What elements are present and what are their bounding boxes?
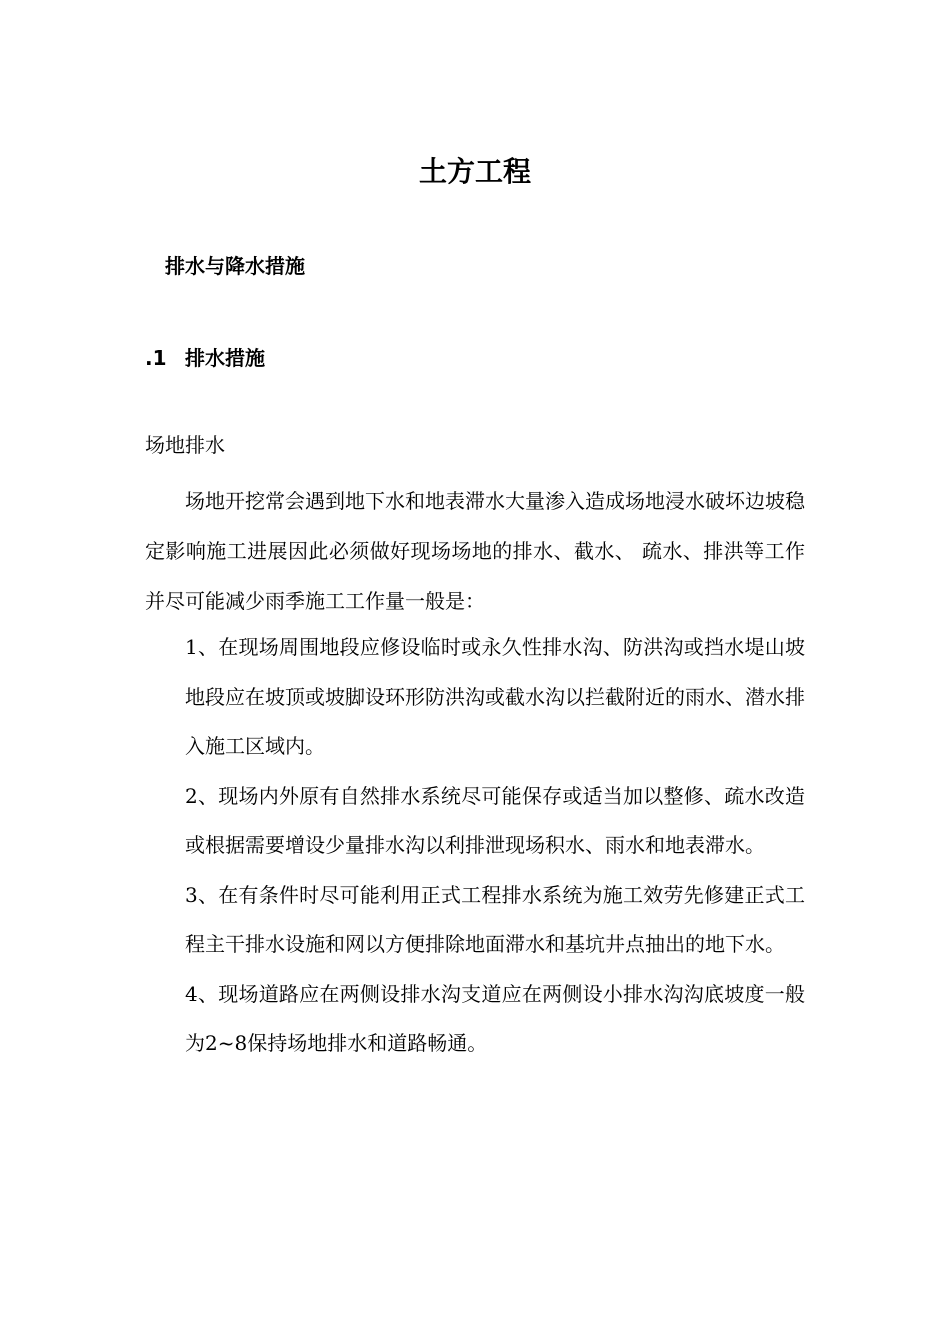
subsection-number: .1 (145, 346, 167, 370)
document-title: 土方工程 (418, 155, 531, 188)
list-item: 4、现场道路应在两侧设排水沟支道应在两侧设小排水沟沟底坡度一般为2~8保持场地排水和道路畅通。 (185, 981, 805, 1055)
subsection-heading (145, 342, 265, 374)
measure-list (185, 623, 805, 1069)
list-item: 2、现场内外原有自然排水系统尽可能保存或适当加以整修、疏水改造或根据需要增设少量排水沟以利排泄现场积水、雨水和地表滞水。 (185, 783, 805, 857)
intro-paragraph: 场地开挖常会遇到地下水和地表滞水大量渗入造成场地浸水破坏边坡稳定影响施工进展因此必须做好现场场地的排水、截水、 疏水、排洪等工作并尽可能减少雨季施工工作量一般是： (145, 489, 805, 613)
subsection-title: 排水措施 (185, 346, 265, 370)
list-item: 3、在有条件时尽可能利用正式工程排水系统为施工效劳先修建正式工程主干排水设施和网以方便排除地面滞水和基坑井点抽出的地下水。 (185, 882, 805, 956)
subheading: 场地排水 (145, 433, 225, 457)
section-heading: 排水与降水措施 (165, 254, 305, 278)
list-item: 1、在现场周围地段应修设临时或永久性排水沟、防洪沟或挡水堤山坡地段应在坡顶或坡脚设环形防洪沟或截水沟以拦截附近的雨水、潜水排入施工区域内。 (185, 635, 805, 758)
